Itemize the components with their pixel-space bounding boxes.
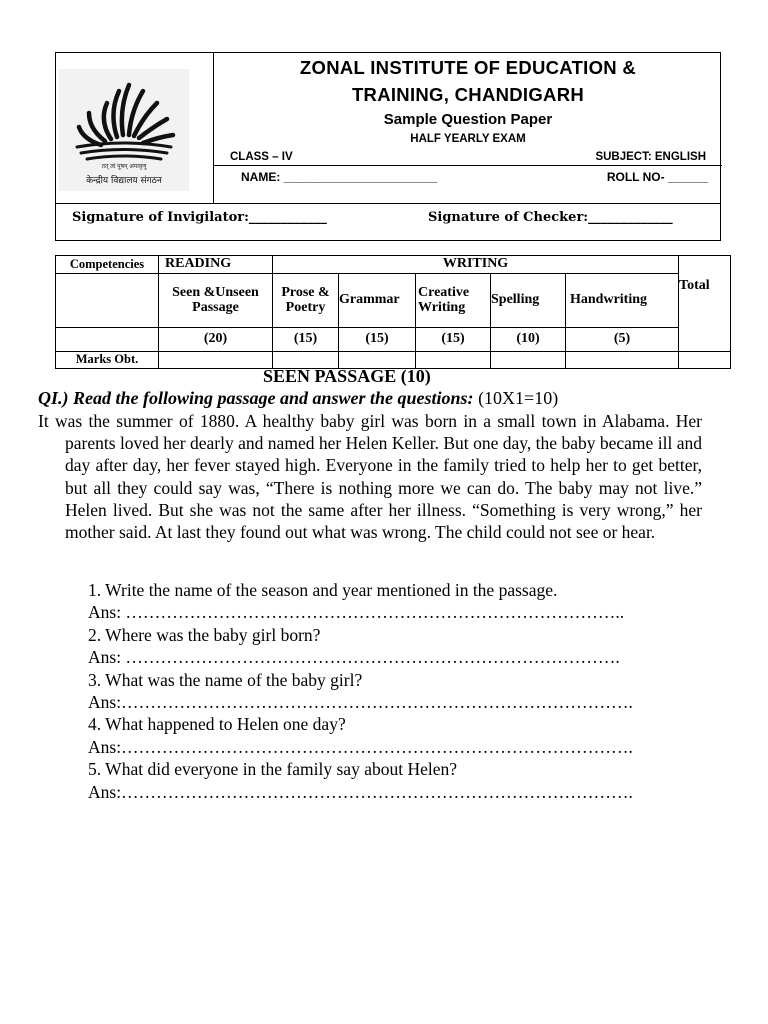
marks-obtained-label: Marks Obt.	[56, 352, 159, 369]
header-box	[55, 52, 721, 241]
marks-entry-cell[interactable]	[159, 352, 273, 369]
column-prose-poetry: Prose & Poetry	[273, 274, 339, 328]
logo-cell	[56, 53, 214, 203]
column-handwriting: Handwriting	[566, 274, 679, 328]
invigilator-signature-field[interactable]: Signature of Invigilator:____________	[72, 210, 327, 225]
max-marks-cell: (10)	[491, 328, 566, 352]
header-divider	[214, 165, 722, 166]
question-item: 2. Where was the baby girl born?	[88, 624, 321, 645]
total-header: Total	[679, 256, 731, 352]
blank-cell	[56, 274, 159, 328]
max-marks-cell: (15)	[273, 328, 339, 352]
question-item: 1. Write the name of the season and year mentioned in the passage.	[88, 580, 558, 600]
question-marks: (10X1=10)	[478, 388, 559, 408]
table-header-row	[56, 256, 731, 274]
max-marks-cell: (20)	[159, 328, 273, 352]
max-marks-row	[56, 328, 731, 352]
question-item: 3. What was the name of the baby girl?	[88, 669, 363, 690]
exam-type: HALF YEARLY EXAM	[410, 133, 526, 145]
max-marks-cell: (15)	[416, 328, 491, 352]
marks-entry-cell[interactable]	[491, 352, 566, 369]
writing-header: WRITING	[273, 256, 679, 274]
subject-label: SUBJECT: ENGLISH	[595, 151, 706, 163]
logo-org-name: केन्द्रीय विद्यालय संगठन	[86, 176, 162, 186]
competencies-header: Competencies	[56, 256, 159, 274]
reading-header: READING	[159, 256, 273, 274]
logo-motto: तत् त्वं पूषन् अपावृणु	[101, 163, 147, 170]
column-grammar: Grammar	[339, 274, 416, 328]
question-item: 5. What did everyone in the family say about Helen?	[88, 759, 458, 780]
name-field[interactable]: NAME: _______________________	[241, 170, 438, 184]
question-list	[88, 579, 728, 803]
section-title: SEEN PASSAGE (10)	[263, 366, 431, 386]
question-instruction	[38, 388, 558, 409]
answer-line[interactable]: Ans: …………………………………………………………………………..	[88, 602, 625, 623]
kvs-logo	[59, 69, 189, 191]
roll-number-field[interactable]: ROLL NO- ______	[606, 170, 708, 184]
answer-line[interactable]: Ans: ………………………………………………………………………….	[88, 647, 620, 668]
answer-line[interactable]: Ans:…………………………………………………………………………….	[88, 692, 633, 713]
class-label: CLASS – IV	[230, 151, 293, 163]
column-spelling: Spelling	[491, 274, 566, 328]
question-label: QI.) Read the following passage and answer the questions:	[38, 388, 474, 408]
institute-title-line1: ZONAL INSTITUTE OF EDUCATION &	[299, 57, 637, 78]
institute-title-line2: TRAINING, CHANDIGARH	[351, 84, 585, 105]
column-creative-writing: Creative Writing	[416, 274, 491, 328]
max-marks-cell: (15)	[339, 328, 416, 352]
answer-line[interactable]: Ans:…………………………………………………………………………….	[88, 781, 633, 802]
marks-entry-cell[interactable]	[679, 352, 731, 369]
passage-text: It was the summer of 1880. A healthy baby girl was born in a small town in Alabama. Her parents loved her dearly and named her Helen Keller. But one day, the baby became ill and day after day, her fever stayed high. Everyone in the family tried to help her to get better, but all they could say was, “There is nothing more we can do. The baby may not live.” Helen lived. But she was not the same after her illness. “Something is very wrong,” her mother said. At last they found out what was wrong. The child could not see or hear.	[38, 411, 702, 543]
table-columns-row	[56, 274, 731, 328]
question-item: 4. What happened to Helen one day?	[88, 714, 346, 735]
marks-entry-cell[interactable]	[566, 352, 679, 369]
checker-signature-field[interactable]: Signature of Checker:_____________	[428, 210, 673, 225]
answer-line[interactable]: Ans:…………………………………………………………………………….	[88, 736, 633, 757]
rising-sun-icon	[59, 69, 189, 164]
column-seen-unseen: Seen &Unseen Passage	[159, 274, 273, 328]
marks-table	[55, 255, 731, 369]
paper-subtitle: Sample Question Paper	[383, 111, 553, 128]
blank-cell	[56, 328, 159, 352]
signature-divider	[56, 203, 720, 204]
max-marks-cell: (5)	[566, 328, 679, 352]
